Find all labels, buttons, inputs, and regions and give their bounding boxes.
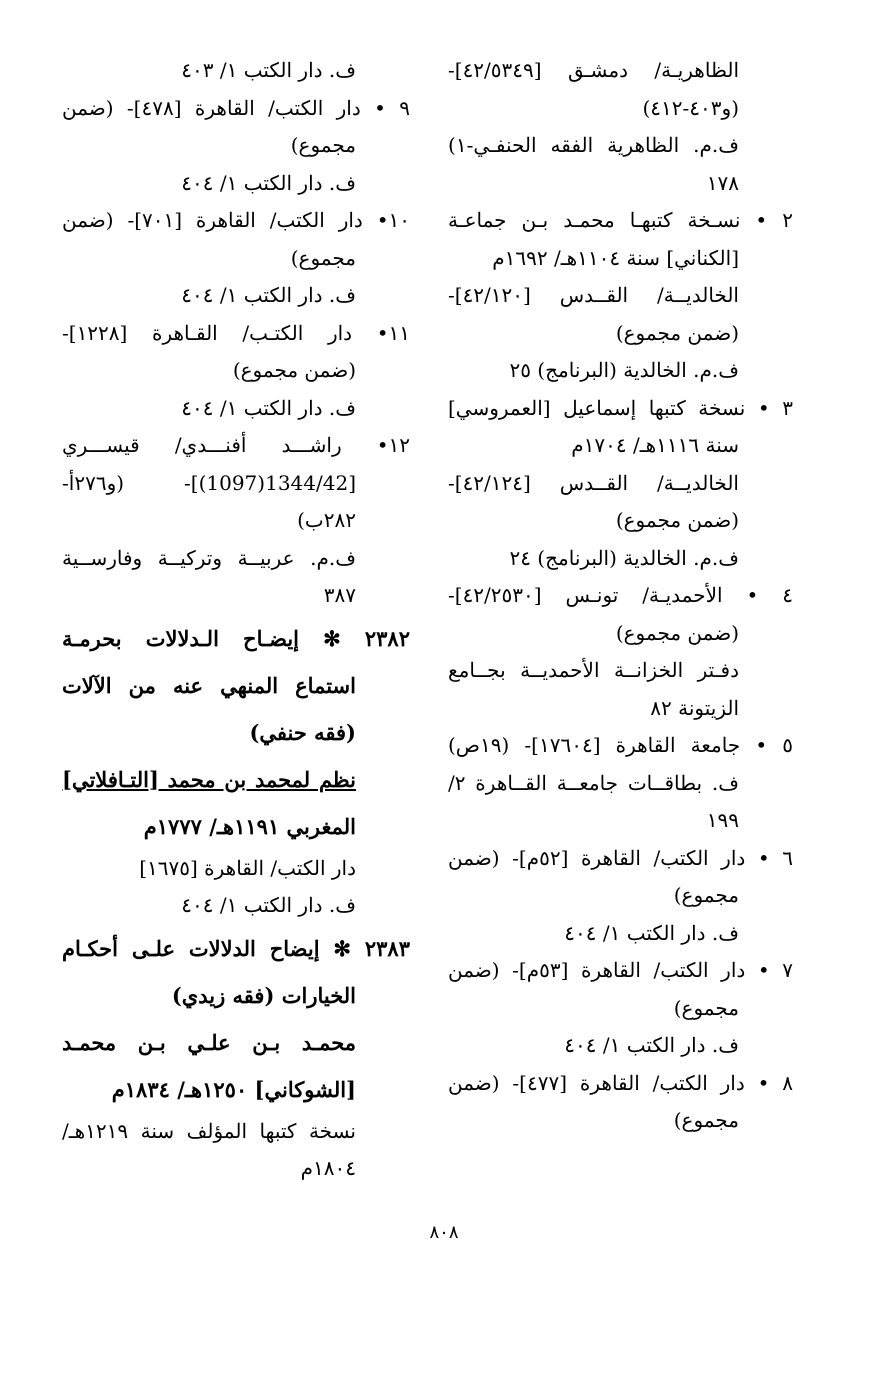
line-text: ف. دار الكتب ١/ ٤٠٤ — [181, 170, 356, 195]
line-text: مجموع) — [290, 133, 356, 157]
right-column-line — [448, 840, 793, 878]
left-column-line — [62, 756, 410, 803]
line-text: ف.م. الظاهرية الفقه الحنفـي-١) — [448, 133, 739, 157]
left-column-line — [62, 390, 410, 428]
right-column-line — [448, 727, 793, 765]
left-column-line — [62, 277, 410, 315]
line-text: مجموع) — [290, 245, 356, 270]
line-text: ١١• دار الكتـب/ القـاهرة [١٢٢٨]- — [62, 320, 410, 345]
right-column-line — [448, 915, 793, 953]
left-column-line — [62, 502, 410, 540]
line-text: مجموع) — [673, 1108, 739, 1132]
line-text: مجموع) — [673, 995, 739, 1020]
left-column-line — [62, 127, 410, 165]
right-column-line — [448, 52, 793, 90]
right-column-line — [448, 390, 793, 428]
line-text: ١٩٩ — [706, 808, 739, 832]
right-column-line — [448, 502, 793, 540]
line-text: ف. دار الكتب ١/ ٤٠٤ — [181, 283, 356, 307]
left-column-line — [62, 1150, 410, 1188]
line-text: ٣٨٧ — [323, 583, 356, 607]
line-text: ٦ • دار الكتب/ القاهرة [٥٢م]- (ضمن — [448, 845, 793, 870]
line-text: ف. دار الكتب ١/ ٤٠٤ — [181, 893, 356, 917]
right-column-line — [448, 202, 793, 240]
right-column-line — [448, 465, 793, 503]
line-text: ٣ • نسخة كتبها إسماعيل [العمروسي] — [448, 395, 793, 420]
left-column-line — [62, 615, 410, 662]
line-text: (ضمن مجموع) — [615, 620, 739, 645]
line-text: (و٤٠٣-٤١٢) — [642, 95, 739, 120]
line-text: ف. دار الكتب ١/ ٤٠٣ — [181, 58, 356, 82]
line-text: الخالديــة/ القــدس [٤٢/١٢٤]- — [448, 470, 739, 495]
line-text: ف.م. الخالدية (البرنامج) ٢٤ — [509, 545, 739, 570]
left-column-line — [62, 52, 410, 90]
line-text: (ضمن مجموع) — [615, 320, 739, 345]
right-column-line — [448, 127, 793, 165]
right-column-line — [448, 877, 793, 915]
right-column-line — [448, 240, 793, 278]
left-column-line — [62, 202, 410, 240]
right-column-line — [448, 540, 793, 578]
line-text: ٢٣٨٢ ✻ إيضـاح الـدلالات بحرمـة — [62, 625, 410, 651]
line-text: دفـتر الخزانــة الأحمديــة بجــامع — [448, 658, 739, 682]
right-column-line — [448, 315, 793, 353]
line-text: (ضمن مجموع) — [232, 358, 356, 382]
line-text: ف.م. عربيــة وتركيــة وفارســية — [62, 545, 356, 570]
right-column-line — [448, 277, 793, 315]
left-column-line — [62, 427, 410, 465]
left-column-line — [62, 465, 410, 503]
line-text: [1344/42(1097)]- (و٢٧٦أ- — [62, 470, 356, 495]
line-text: [الشوكاني] ١٢٥٠هـ/ ١٨٣٤م — [111, 1076, 356, 1102]
right-column-line — [448, 765, 793, 803]
right-column-line — [448, 802, 793, 840]
left-column-line — [62, 972, 410, 1019]
page-number: ٨٠٨ — [429, 1222, 459, 1243]
left-column-line — [62, 1066, 410, 1113]
line-text: استماع المنهي عنه من الآلات — [62, 672, 356, 698]
line-text: ٢ • نسـخة كتبهـا محمـد بـن جماعـة — [448, 208, 793, 232]
line-text: ١٧٨ — [706, 170, 739, 195]
left-column-line — [62, 803, 410, 850]
left-column-line — [62, 165, 410, 203]
line-text: ف. دار الكتب ١/ ٤٠٤ — [564, 920, 739, 945]
right-column-line — [448, 427, 793, 465]
left-column — [62, 52, 410, 1188]
line-text: ١٢• راشـــد أفنـــدي/ قيســـري — [62, 433, 410, 457]
right-column-line — [448, 577, 793, 615]
left-column-line — [62, 925, 410, 972]
line-text: [الكناني] سنة ١١٠٤هـ/ ١٦٩٢م — [492, 245, 739, 270]
left-column-line — [62, 1019, 410, 1066]
line-text: ٢٨٢ب) — [297, 508, 356, 532]
left-column-line — [62, 540, 410, 578]
right-column-line — [448, 990, 793, 1028]
line-text: (ضمن مجموع) — [615, 508, 739, 532]
line-text: مجموع) — [673, 883, 739, 907]
line-text: (فقه حنفي) — [249, 719, 356, 745]
line-text: ٥ • جامعة القاهرة [١٧٦٠٤]- (١٩ص) — [448, 733, 793, 757]
left-column-line — [62, 352, 410, 390]
left-column-line — [62, 850, 410, 888]
left-column-line — [62, 240, 410, 278]
line-text: ٧ • دار الكتب/ القاهرة [٥٣م]- (ضمن — [448, 958, 793, 982]
right-column-line — [448, 652, 793, 690]
line-text: ٢٣٨٣ ✻ إيضاح الدلالات علـى أحكـام — [62, 935, 410, 961]
right-column-line — [448, 952, 793, 990]
left-column-line — [62, 90, 410, 128]
line-text: نسخة كتبها المؤلف سنة ١٢١٩هـ/ — [62, 1118, 356, 1143]
line-text: ٤ • الأحمديـة/ تونـس [٤٢/٢٥٣٠]- — [448, 583, 793, 607]
left-column-line — [62, 1113, 410, 1151]
line-text: ١٨٠٤م — [300, 1156, 356, 1180]
line-text: سنة ١١١٦هـ/ ١٧٠٤م — [571, 433, 739, 457]
right-column-line — [448, 165, 793, 203]
left-column-line — [62, 315, 410, 353]
line-text: الزيتونة ٨٢ — [650, 695, 739, 720]
right-column — [448, 52, 793, 1140]
left-column-line — [62, 887, 410, 925]
line-text: الخالديــة/ القــدس [٤٢/١٢٠]- — [448, 283, 739, 307]
line-text: ٨ • دار الكتب/ القاهرة [٤٧٧]- (ضمن — [448, 1070, 793, 1095]
line-text: المغربي ١١٩١هـ/ ١٧٧٧م — [143, 813, 356, 839]
right-column-line — [448, 1065, 793, 1103]
line-text: دار الكتب/ القاهرة [١٦٧٥] — [139, 855, 356, 880]
right-column-line — [448, 690, 793, 728]
left-column-line — [62, 709, 410, 756]
line-text: ف. دار الكتب ١/ ٤٠٤ — [564, 1033, 739, 1057]
line-text: محمـد بـن علـي بـن محمـد — [62, 1029, 356, 1055]
line-text: ف. بطاقــات جامعــة القــاهرة ٢/ — [448, 770, 739, 795]
line-text: ٩ • دار الكتب/ القاهرة [٤٧٨]- (ضمن — [62, 95, 410, 120]
right-column-line — [448, 1102, 793, 1140]
line-text: نظم لمحمد بن محمد [التـافلاتي] — [62, 766, 356, 792]
left-column-line — [62, 577, 410, 615]
right-column-line — [448, 615, 793, 653]
line-text: الظاهريـة/ دمشـق [٤٢/٥٣٤٩]- — [448, 58, 739, 82]
line-text: ف.م. الخالدية (البرنامج) ٢٥ — [509, 358, 739, 382]
line-text: الخيارات (فقه زيدي) — [171, 982, 356, 1008]
right-column-line — [448, 90, 793, 128]
line-text: ف. دار الكتب ١/ ٤٠٤ — [181, 395, 356, 420]
line-text: ١٠• دار الكتب/ القاهرة [٧٠١]- (ضمن — [62, 208, 410, 232]
left-column-line — [62, 662, 410, 709]
right-column-line — [448, 1027, 793, 1065]
right-column-line — [448, 352, 793, 390]
